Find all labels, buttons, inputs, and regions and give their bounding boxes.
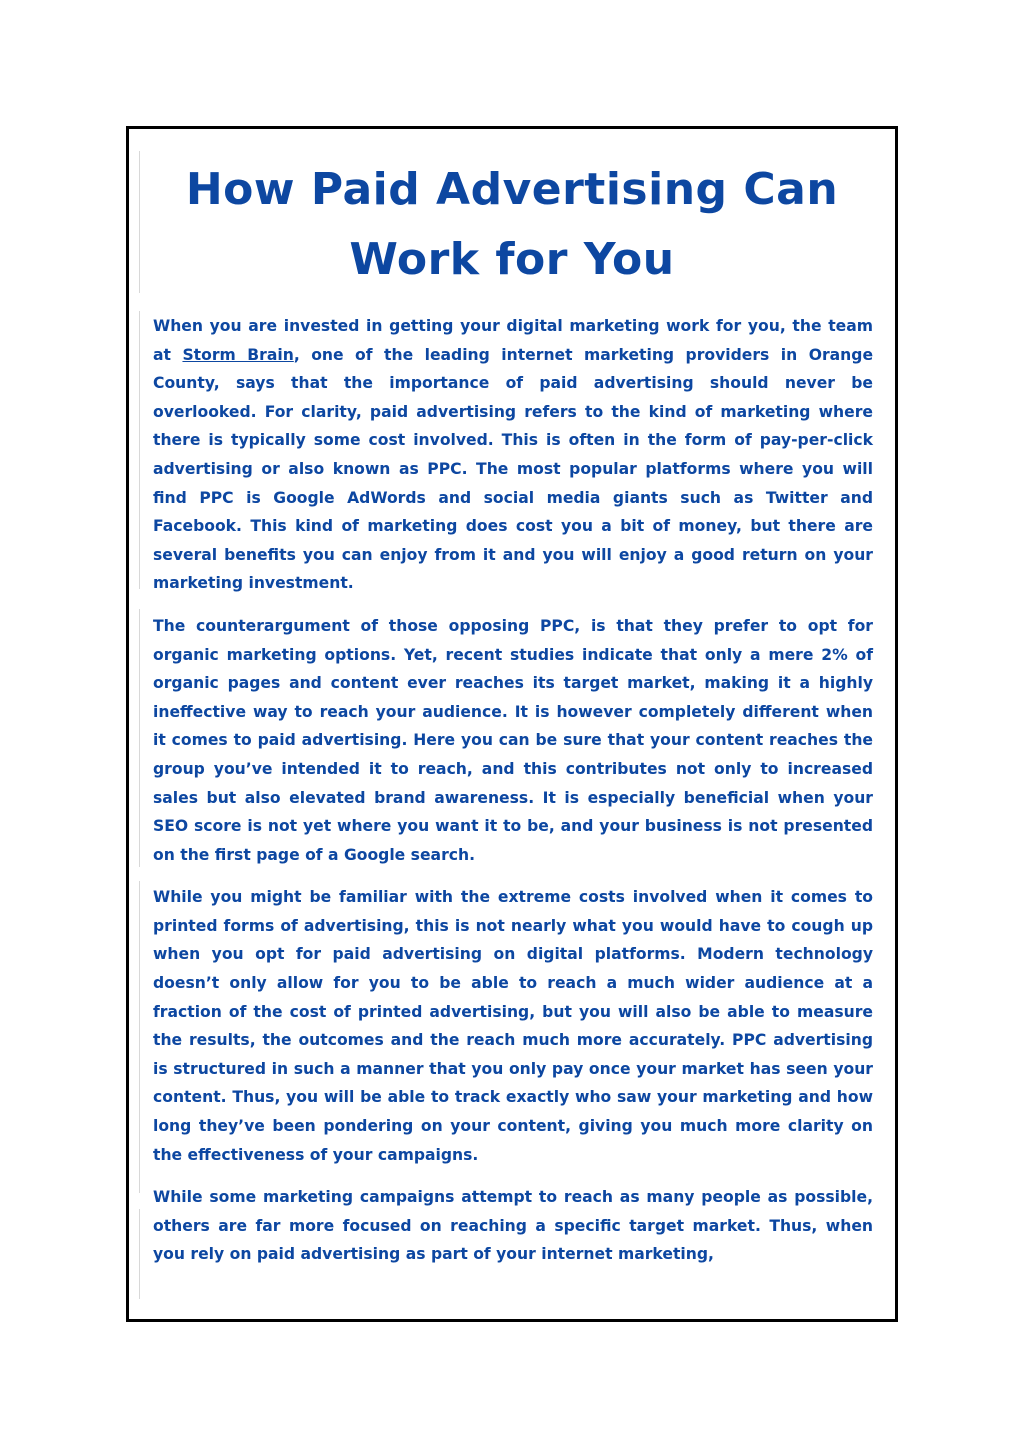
paragraph-3: While you might be familiar with the extreme costs involved when it comes to printed forms of advertising, this is not nearly what you would have to cough up when you opt for paid advertising on digital platforms. Modern technology doesn’t only allow for you to be able to reach a much wider audience at a fraction of the cost of printed advertising, but you will also be able to measure the results, the outcomes and the reach much more accurately. PPC advertising is structured in such a manner that you only pay once your market has seen your content. Thus, you will be able to track exactly who saw your marketing and how long they’ve been pondering on your content, giving you much more clarity on the effectiveness of your campaigns. — [153, 888, 873, 1164]
paragraph-1-rest: , one of the leading internet marketing providers in Orange County, says that the importance of paid advertising should never be overlooked. For clarity, paid advertising refers to the kind of marketing where there is typically some cost involved. This is often in the form of pay-per-click advertising or also known as PPC. The most popular platforms where you will find PPC is Google AdWords and social media giants such as Twitter and Facebook. This kind of marketing does cost you a bit of money, but there are several benefits you can enjoy from it and you will enjoy a good return on your marketing investment. — [153, 345, 874, 593]
margin-rule — [139, 311, 140, 589]
page-title-line-1: How Paid Advertising Can — [185, 164, 839, 215]
page-frame — [126, 126, 898, 1322]
page-title — [129, 155, 895, 295]
margin-rule — [139, 609, 140, 867]
margin-rule — [139, 1209, 140, 1299]
paragraph-2: The counterargument of those opposing PPC, is that they prefer to opt for organic marketing options. Yet, recent studies indicate that only a mere 2% of organic pages and content ever reaches its target market, making it a highly ineffective way to reach your audience. It is however completely different when it comes to paid advertising. Here you can be sure that your content reaches the group you’ve intended it to reach, and this contributes not only to increased sales but also elevated brand awareness. It is especially beneficial when your SEO score is not yet where you want it to be, and your business is not presented on the first page of a Google search. — [153, 616, 873, 864]
margin-rule — [139, 881, 140, 1193]
storm-brain-link[interactable]: Storm Brain — [182, 345, 294, 364]
paragraph-4: While some marketing campaigns attempt to reach as many people as possible, others are far more focused on reaching a specific target market. Thus, when you rely on paid advertising as part of your internet marketing, — [153, 1188, 873, 1264]
paragraph-1-intro: When you are invested in getting your digital marketing work for you, the team at — [153, 317, 873, 364]
paragraph-1 — [153, 312, 873, 598]
page-title-line-2: Work for You — [349, 234, 675, 285]
article-body — [153, 312, 873, 1283]
